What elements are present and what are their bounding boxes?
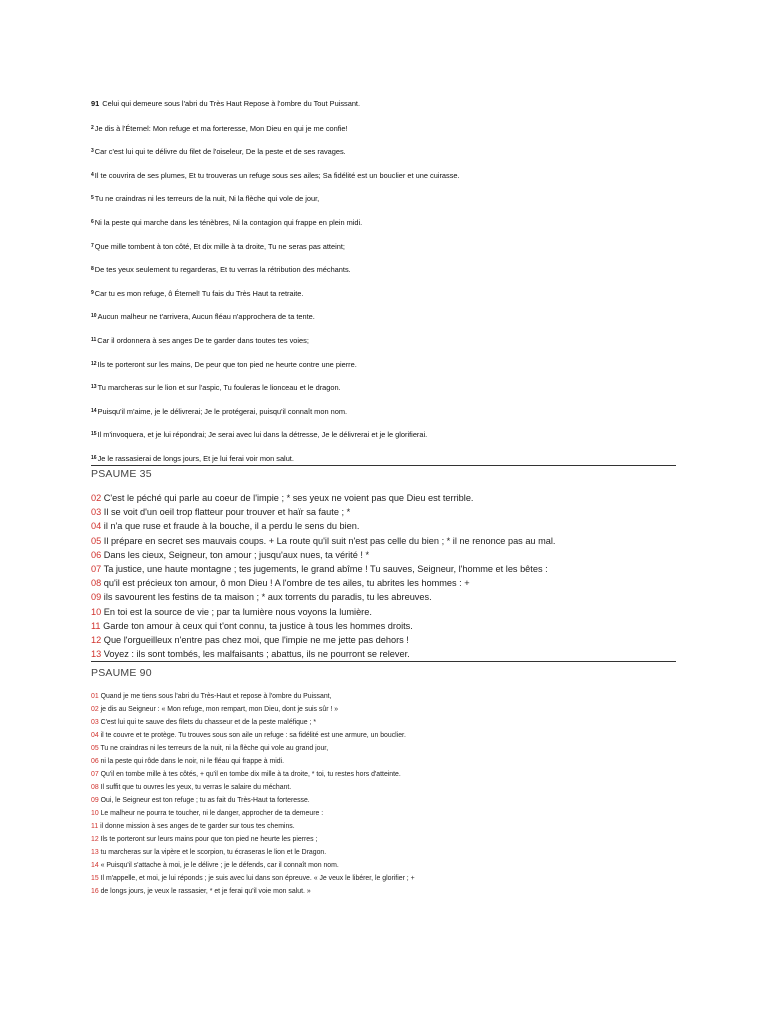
verse-number: 9 (91, 289, 94, 296)
verse (91, 859, 691, 872)
verse (91, 794, 691, 807)
verse-number: 15 (91, 431, 97, 438)
verse (91, 311, 691, 321)
verse-text: Aucun malheur ne t'arrivera, Aucun fléau n'approchera de ta tente. (97, 312, 315, 322)
verse-text: Quand je me tiens sous l'abri du Très-Haut et repose à l'ombre du Puissant, (100, 693, 332, 700)
verse (91, 872, 691, 885)
verse (91, 647, 691, 661)
verse-text: Que mille tombent à ton côté, Et dix mille à ta droite, Tu ne seras pas atteint; (94, 241, 345, 251)
verse-text: Le malheur ne pourra te toucher, ni le danger, approcher de ta demeure : (100, 810, 324, 817)
verse-text: Tu ne craindras ni les terreurs de la nuit, Ni la flèche qui vole de jour, (94, 194, 320, 204)
verse (91, 241, 691, 251)
verse-number: 09 (91, 592, 102, 603)
verse-text: qu'il est précieux ton amour, ô mon Dieu ! A l'ombre de tes ailes, tu abrites les hommes : + (103, 578, 470, 589)
verse-number: 13 (91, 649, 102, 660)
verse (91, 619, 691, 633)
verse-text: ils savourent les festins de ta maison ; * aux torrents du paradis, tu les abreuves. (103, 592, 432, 603)
verse-number: 13 (91, 384, 97, 391)
verse-text: Ta justice, une haute montagne ; tes jugements, le grand abîme ! Tu sauves, Seigneur, l'homme et les bêtes : (103, 563, 548, 574)
verse-text: Il prépare en secret ses mauvais coups. + La route qu'il suit n'est pas celle du bien ; * il ne renonce pas au mal. (103, 535, 556, 546)
verse (91, 264, 691, 274)
verse (91, 382, 691, 392)
psalm-35-section (91, 491, 691, 661)
verse-number: 13 (91, 849, 99, 856)
verse-number: 11 (91, 620, 101, 631)
psalm-35-title: PSAUME 35 (91, 468, 152, 480)
verse (91, 729, 691, 742)
verse (91, 406, 691, 416)
verse-number: 14 (91, 862, 99, 869)
verse-text: Il m'appelle, et moi, je lui réponds ; je suis avec lui dans son épreuve. « Je veux le libérer, le glorifier ; + (100, 875, 415, 882)
verse-number: 5 (91, 195, 94, 202)
section-divider (91, 465, 676, 466)
verse-number: 06 (91, 758, 99, 765)
verse-number: 07 (91, 563, 102, 574)
verse-number: 10 (91, 313, 97, 320)
verse-text: il n'a que ruse et fraude à la bouche, il a perdu le sens du bien. (103, 521, 360, 532)
verse-number: 7 (91, 242, 94, 249)
verse (91, 534, 691, 548)
verse (91, 820, 691, 833)
verse-text: il te couvre et te protège. Tu trouves sous son aile un refuge : sa fidélité est une armure, un bouclier. (100, 732, 406, 739)
verse-number: 12 (91, 360, 97, 367)
verse (91, 146, 691, 156)
verse-number: 16 (91, 888, 99, 895)
verse-number: 05 (91, 535, 102, 546)
verse-text: Je le rassasierai de longs jours, Et je lui ferai voir mon salut. (97, 453, 294, 463)
verse-number: 2 (91, 124, 94, 131)
verse-number: 10 (91, 810, 99, 817)
verse-text: Il te couvrira de ses plumes, Et tu trouveras un refuge sous ses ailes; Sa fidélité est un bouclier et une cuirasse. (94, 170, 460, 180)
verse-text: Ils te porteront sur leurs mains pour que ton pied ne heurte les pierres ; (100, 836, 318, 843)
verse-text: Tu ne craindras ni les terreurs de la nuit, ni la flèche qui vole au grand jour, (100, 745, 329, 752)
psalm-91-section (91, 99, 691, 463)
verse-text: ni la peste qui rôde dans le noir, ni le fléau qui frappe à midi. (100, 758, 285, 765)
verse-text: Tu marcheras sur le lion et sur l'aspic, Tu fouleras le lionceau et le dragon. (97, 383, 341, 393)
verse (91, 453, 691, 463)
verse-number: 07 (91, 771, 99, 778)
verse-number: 09 (91, 797, 99, 804)
verse (91, 885, 691, 898)
verse-text: je dis au Seigneur : « Mon refuge, mon rempart, mon Dieu, dont je suis sûr ! » (100, 706, 339, 713)
verse (91, 590, 691, 604)
verse-text: Voyez : ils sont tombés, les malfaisants ; abattus, ils ne pourront se relever. (103, 649, 410, 660)
verse-number: 16 (91, 454, 97, 461)
verse-text: Ils te porteront sur les mains, De peur que ton pied ne heurte contre une pierre. (97, 359, 357, 369)
verse (91, 548, 691, 562)
verse-number: 08 (91, 784, 99, 791)
verse-number: 02 (91, 706, 99, 713)
verse-number: 06 (91, 549, 102, 560)
verse-number: 4 (91, 171, 94, 178)
verse (91, 807, 691, 820)
verse (91, 633, 691, 647)
verse (91, 742, 691, 755)
psalm-90-title: PSAUME 90 (91, 667, 152, 679)
verse-number: 05 (91, 745, 99, 752)
verse-number: 10 (91, 606, 102, 617)
verse-text: Ni la peste qui marche dans les ténèbres, Ni la contagion qui frappe en plein midi. (94, 217, 363, 227)
verse-text: Il m'invoquera, et je lui répondrai; Je serai avec lui dans la détresse, Je le délivrerai et je le glorifierai. (97, 430, 428, 440)
verse-number: 12 (91, 836, 99, 843)
verse-text: De tes yeux seulement tu regarderas, Et tu verras la rétribution des méchants. (94, 265, 351, 275)
section-divider (91, 661, 676, 662)
verse-number: 04 (91, 732, 99, 739)
verse-number: 04 (91, 521, 102, 532)
verse (91, 193, 691, 203)
verse-text: En toi est la source de vie ; par ta lumière nous voyons la lumière. (103, 606, 372, 617)
verse (91, 781, 691, 794)
verse-text: Dans les cieux, Seigneur, ton amour ; jusqu'aux nues, ta vérité ! * (103, 549, 370, 560)
verse-text: « Puisqu'il s'attache à moi, je le délivre ; je le défends, car il connaît mon nom. (100, 862, 339, 869)
verse-number: 01 (91, 693, 99, 700)
verse-text: Je dis à l'Éternel: Mon refuge et ma forteresse, Mon Dieu en qui je me confie! (94, 123, 348, 133)
verse (91, 123, 691, 133)
verse (91, 491, 691, 505)
verse-number: 12 (91, 634, 102, 645)
verse-text: Que l'orgueilleux n'entre pas chez moi, que l'impie ne me jette pas dehors ! (103, 634, 409, 645)
verse (91, 690, 691, 703)
verse-text: Qu'il en tombe mille à tes côtés, + qu'il en tombe dix mille à ta droite, * toi, tu restes hors d'atteinte. (100, 771, 401, 778)
verse-text: Oui, le Seigneur est ton refuge ; tu as fait du Très-Haut ta forteresse. (100, 797, 310, 804)
verse-text: C'est lui qui te sauve des filets du chasseur et de la peste maléfique ; * (100, 719, 317, 726)
verse (91, 768, 691, 781)
verse-text: Puisqu'il m'aime, je le délivrerai; Je le protégerai, puisqu'il connaît mon nom. (97, 406, 348, 416)
verse (91, 605, 691, 619)
verse-text: Car tu es mon refuge, ô Éternel! Tu fais du Très Haut ta retraite. (94, 288, 304, 298)
verse (91, 288, 691, 298)
verse-number: 03 (91, 719, 99, 726)
verse (91, 755, 691, 768)
verse-text: Garde ton amour à ceux qui t'ont connu, ta justice à tous les hommes droits. (103, 620, 413, 631)
verse-number: 08 (91, 578, 102, 589)
verse (91, 703, 691, 716)
verse-text: Il suffit que tu ouvres les yeux, tu verras le salaire du méchant. (100, 784, 292, 791)
verse (91, 833, 691, 846)
verse (91, 716, 691, 729)
verse-number: 02 (91, 493, 102, 503)
verse-text: de longs jours, je veux le rassasier, * et je ferai qu'il voie mon salut. » (100, 888, 311, 895)
verse (91, 505, 691, 519)
verse-number: 8 (91, 266, 94, 273)
verse (91, 562, 691, 576)
verse-text: tu marcheras sur la vipère et le scorpion, tu écraseras le lion et le Dragon. (100, 849, 327, 856)
verse-text: C'est le péché qui parle au coeur de l'impie ; * ses yeux ne voient pas que Dieu est terrible. (103, 493, 474, 503)
psalm-90-section (91, 690, 691, 898)
verse (91, 576, 691, 590)
verse-text: Car c'est lui qui te délivre du filet de l'oiseleur, De la peste et de ses ravages. (94, 147, 346, 157)
verse-number: 15 (91, 875, 99, 882)
verse-number: 3 (91, 148, 94, 155)
verse (91, 170, 691, 180)
verse (91, 846, 691, 859)
verse-number: 14 (91, 407, 97, 414)
verse-number: 11 (91, 336, 97, 343)
verse-number: 03 (91, 507, 102, 518)
verse (91, 519, 691, 533)
verse-text: Il se voit d'un oeil trop flatteur pour trouver et haïr sa faute ; * (103, 507, 351, 518)
verse-text: Car il ordonnera à ses anges De te garder dans toutes tes voies; (97, 335, 309, 345)
verse (91, 217, 691, 227)
verse-number: 6 (91, 218, 94, 225)
verse (91, 429, 691, 439)
verse (91, 335, 691, 345)
verse-number: 11 (91, 823, 99, 830)
verse-text: il donne mission à ses anges de te garder sur tous tes chemins. (100, 823, 295, 830)
verse-number: 91 (91, 99, 100, 108)
verse (91, 359, 691, 369)
verse-text: Celui qui demeure sous l'abri du Très Haut Repose à l'ombre du Tout Puissant. (102, 99, 361, 108)
verse (91, 99, 691, 109)
